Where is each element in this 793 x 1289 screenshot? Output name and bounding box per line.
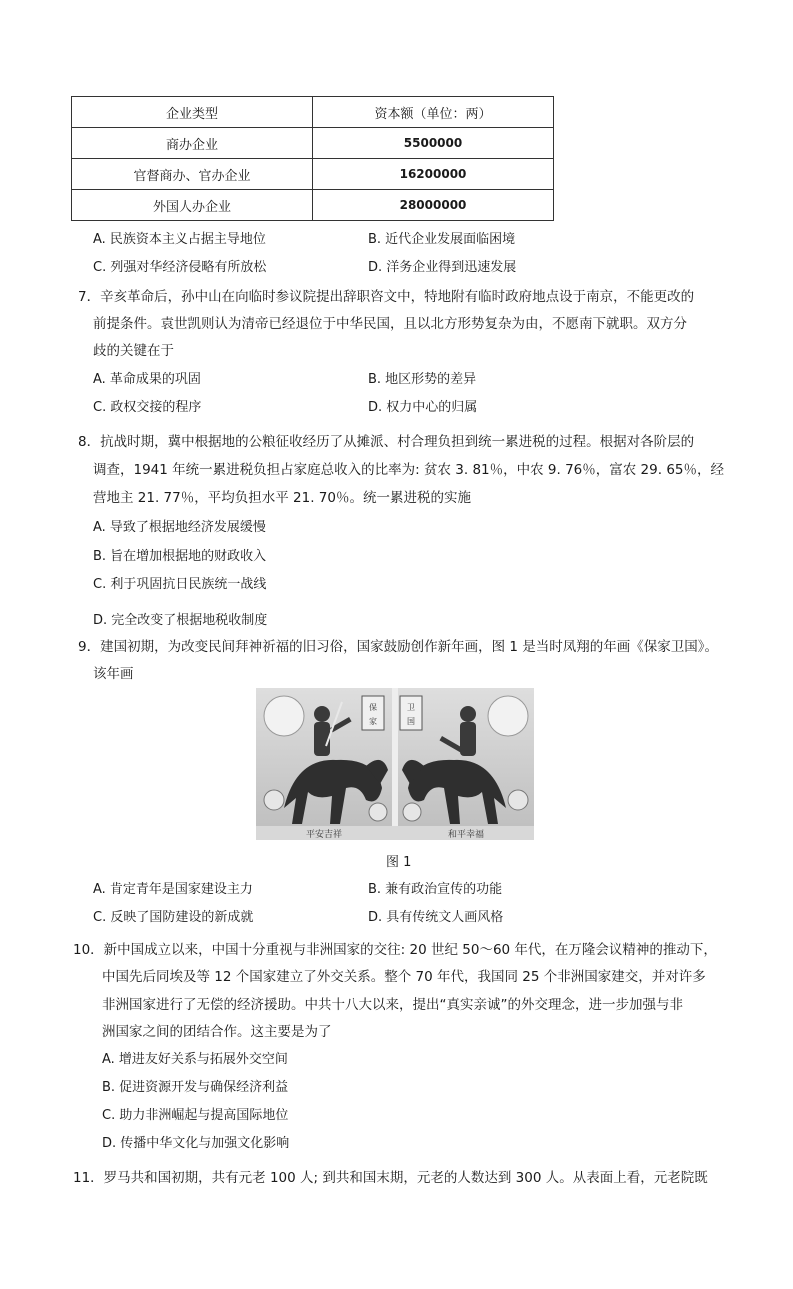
q10-stem-line: 非洲国家进行了无偿的经济援助。中共十八大以来，提出“真实亲诚”的外交理念，进一步加强与非 [102,997,683,1013]
q7-stem-line: 歧的关键在于 [93,343,174,359]
q10-stem-line: 中国先后同埃及等 12 个国家建立了外交关系。整个 70 年代，我国同 25 个非洲国家建交，并对许多 [102,969,706,985]
q10-option-d: D. 传播中华文化与加强文化影响 [102,1136,290,1151]
table-header-cell: 资本额（单位：两） [313,97,554,128]
table-header-cell: 企业类型 [72,97,313,128]
q11-stem-line: 11．罗马共和国初期，共有元老 100 人; 到共和国末期，元老的人数达到 300 人。从表面上看，元老院既 [73,1170,708,1186]
q9-stem-line: 该年画 [93,666,134,682]
q10-option-c: C. 助力非洲崛起与提高国际地位 [102,1108,289,1123]
q9-option-a: A. 肯定青年是国家建设主力 [93,882,253,897]
q8-stem-line: 调查，1941 年统一累进税负担占家庭总收入的比率为: 贫农 3. 81％，中农 9. 76％，富农 29. 65％，经 [93,462,724,478]
q8-option-a: A. 导致了根据地经济发展缓慢 [93,520,266,535]
table-row [72,190,554,221]
table-header-row [72,97,554,128]
q8-option-b: B. 旨在增加根据地的财政收入 [93,549,267,564]
new-year-painting [256,688,534,840]
q7-stem-line: 前提条件。袁世凯则认为清帝已经退位于中华民国，且以北方形势复杂为由，不愿南下就职。双方分 [93,316,687,332]
q6-option-c: C. 列强对华经济侵略有所放松 [93,260,267,275]
banner-right-line2: 国 [407,717,415,726]
q7-option-d: D. 权力中心的归属 [368,400,478,415]
bottom-left-caption: 平安吉祥 [305,830,343,840]
banner-left-line2: 家 [369,717,377,726]
q9-option-d: D. 具有传统文人画风格 [368,910,504,925]
q10-stem-line: 10．新中国成立以来，中国十分重视与非洲国家的交往: 20 世纪 50～60 年代，在万隆会议精神的推动下， [73,942,717,958]
q10-option-b: B. 促进资源开发与确保经济利益 [102,1080,289,1095]
table-cell: 官督商办、官办企业 [72,159,313,190]
q8-stem-line: 营地主 21. 77％，平均负担水平 21. 70％。统一累进税的实施 [93,490,471,506]
q10-option-a: A. 增进友好关系与拓展外交空间 [102,1052,288,1067]
q7-option-c: C. 政权交接的程序 [93,400,202,415]
q9-option-b: B. 兼有政治宣传的功能 [368,882,503,897]
q6-option-a: A. 民族资本主义占据主导地位 [93,232,266,247]
table-cell: 28000000 [313,190,554,221]
q10-stem-line: 洲国家之间的团结合作。这主要是为了 [102,1024,332,1040]
capital-table [71,96,554,221]
q6-option-b: B. 近代企业发展面临困境 [368,232,516,247]
q8-option-c: C. 利于巩固抗日民族统一战线 [93,577,267,592]
table-cell: 外国人办企业 [72,190,313,221]
painting-illustration [256,688,534,840]
q8-option-d: D. 完全改变了根据地税收制度 [93,613,268,628]
q9-option-c: C. 反映了国防建设的新成就 [93,910,254,925]
q8-stem-line: 8．抗战时期，冀中根据地的公粮征收经历了从摊派、村合理负担到统一累进税的过程。根据对各阶层的 [78,434,695,450]
table-row [72,128,554,159]
q7-option-a: A. 革命成果的巩固 [93,372,201,387]
table-cell: 5500000 [313,128,554,159]
q9-stem-line: 9．建国初期，为改变民间拜神祈福的旧习俗，国家鼓励创作新年画，图 1 是当时凤翔的年画《保家卫国》。 [78,639,719,655]
q7-option-b: B. 地区形势的差异 [368,372,477,387]
bottom-right-caption: 和平幸福 [447,830,485,840]
banner-left-line1: 保 [369,703,377,712]
figure-caption: 图 1 [386,855,412,870]
table-row [72,159,554,190]
table-cell: 商办企业 [72,128,313,159]
q7-stem-line: 7．辛亥革命后，孙中山在向临时参议院提出辞职咨文中，特地附有临时政府地点设于南京，不能更改的 [78,289,695,305]
banner-right-line1: 卫 [407,703,415,712]
table-cell: 16200000 [313,159,554,190]
q6-option-d: D. 洋务企业得到迅速发展 [368,260,517,275]
